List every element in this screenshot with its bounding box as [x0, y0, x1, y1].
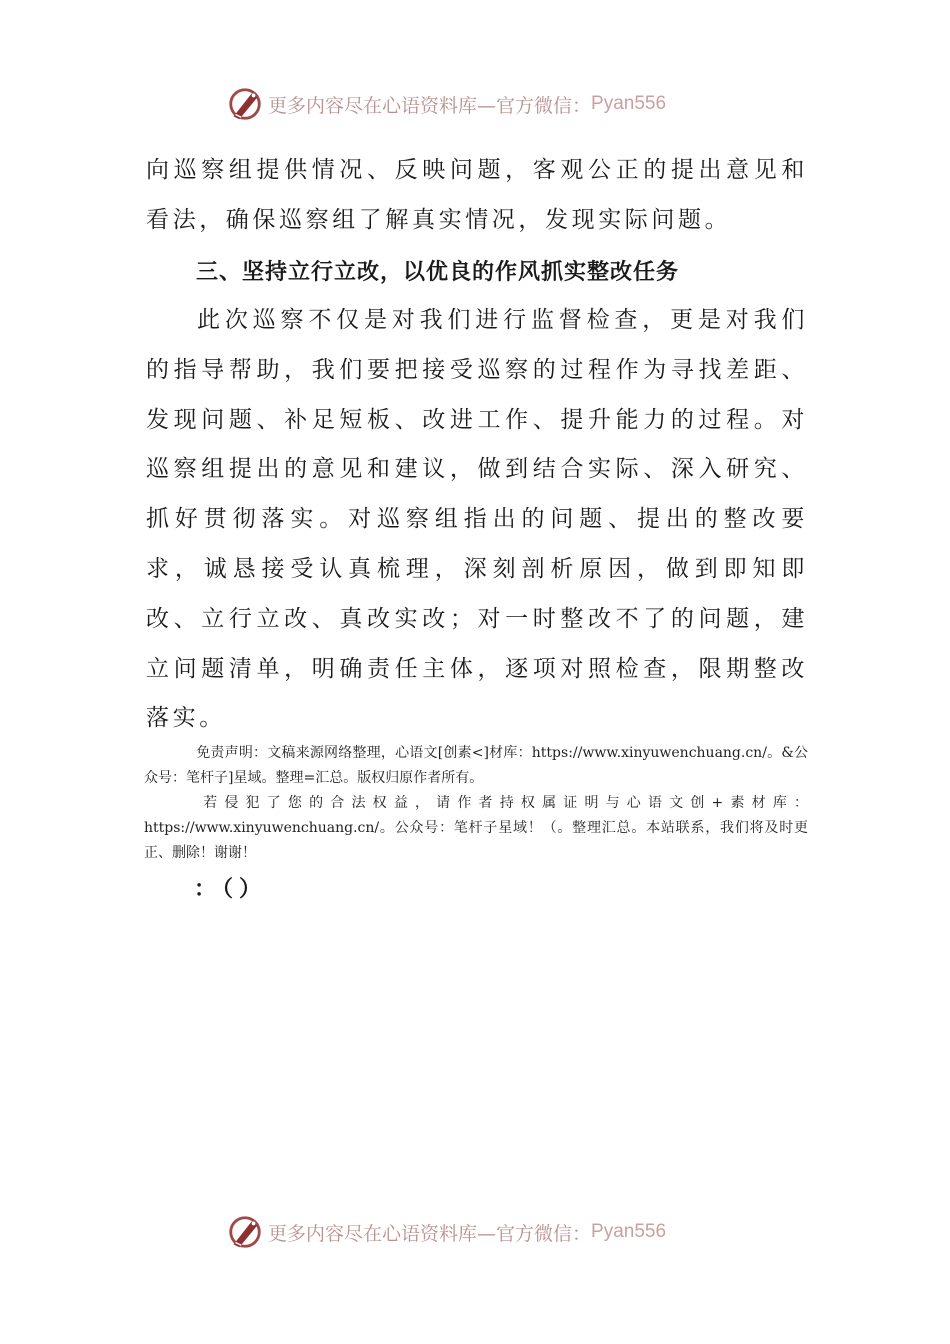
disclaimer-paragraph — [144, 741, 808, 791]
banner-wechat-id: Pyan556 — [591, 93, 667, 114]
banner-text: 更多内容尽在心语资料库—官方微信： — [268, 1222, 592, 1245]
paragraph-continued: 向巡察组提供情况、反映问题，客观公正的提出意见和看法，确保巡察组了解真实情况，发现实际问题。 — [146, 157, 808, 233]
section-heading: 三、坚持立行立改，以优良的作风抓实整改任务 — [196, 260, 680, 285]
infringement-notice — [144, 791, 808, 866]
pen-nib-logo-icon — [226, 1213, 264, 1251]
trailing-punctuation: ：（） — [194, 877, 268, 902]
header-banner — [226, 84, 666, 124]
disclaimer-text-1: 免责声明：文稿来源网络整理，心语文[创素<]材库：https://www.xinyuwenchuang.cn/。&公众号：笔杆子]星域。整理=汇总。版权归原作者所有。 — [144, 745, 808, 786]
footer-banner — [226, 1212, 666, 1252]
pen-nib-logo-icon — [226, 85, 264, 123]
disclaimer-text-2: 若侵犯了您的合法权益，请作者持权属证明与心语文创+素材库：https://www.xinyuwenchuang.cn/。公众号：笔杆子星域！（。整理汇总。本站联系，我们将及时更正、删除！谢谢！ — [144, 795, 808, 861]
banner-text: 更多内容尽在心语资料库—官方微信： — [268, 94, 592, 117]
paragraph-main: 此次巡察不仅是对我们进行监督检查，更是对我们的指导帮助，我们要把接受巡察的过程作为寻找差距、发现问题、补足短板、改进工作、提升能力的过程。对巡察组提出的意见和建议，做到结合实际、深入研究、抓好贯彻落实。对巡察组指出的问题、提出的整改要求，诚恳接受认真梳理，深刻剖析原因，做到即知即改、立行立改、真改实改；对一时整改不了的问题，建立问题清单，明确责任主体，逐项对照检查，限期整改落实。 — [146, 307, 808, 732]
banner-wechat-id: Pyan556 — [591, 1221, 667, 1242]
